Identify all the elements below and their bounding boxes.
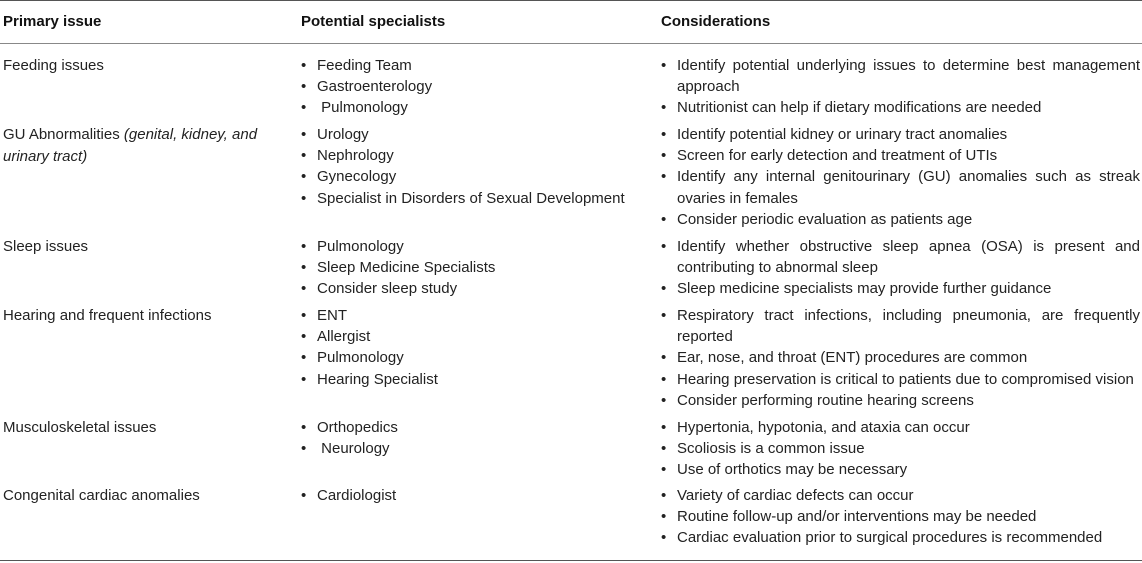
considerations-cell [660,236,1140,300]
list-item: • Routine follow-up and/or interventions may be needed [661,508,1037,526]
list-item: • Identify potential kidney or urinary tract anomalies [661,126,1008,143]
considerations-list [660,417,1140,481]
specialists-cell [300,55,640,119]
considerations-list [660,124,1140,230]
specialists-list [300,417,640,459]
list-item: • Cardiac evaluation prior to surgical procedures is recommended [661,529,1103,547]
list-item: • Specialist in Disorders of Sexual Development [301,189,625,207]
specialists-list [300,305,640,390]
specialists-list [300,55,640,119]
considerations-cell [660,55,1140,119]
specialists-list [300,485,640,506]
list-item: • Pulmonology [301,99,408,117]
list-item: • Pulmonology [301,238,404,255]
specialists-list [300,124,640,209]
table-header [0,0,1142,43]
list-item: • Identify any internal genitourinary (GU) anomalies such as streak ovaries in females [661,168,1140,207]
header-potential-specialists: Potential specialists [301,13,446,30]
list-item: • Identify potential underlying issues to determine best management approach [661,57,1140,96]
considerations-cell [660,305,1140,411]
list-item: • Hypertonia, hypotonia, and ataxia can occur [661,419,970,436]
specialists-cell [300,485,640,506]
specialists-cell [300,305,640,390]
specialists-cell [300,417,640,459]
list-item: • Pulmonology [301,349,404,367]
header-considerations: Considerations [661,13,771,30]
list-item: • Screen for early detection and treatment of UTIs [661,147,998,165]
primary-issue-cell [3,305,273,327]
header-divider [0,43,1142,44]
primary-issue-note: (genital, kidney, and urinary tract) [3,126,258,165]
primary-issue-cell [3,124,273,167]
list-item: • Use of orthotics may be necessary [661,461,908,479]
list-item: • Scoliosis is a common issue [661,440,865,458]
list-item: • Orthopedics [301,419,398,436]
list-item: • ENT [301,307,347,324]
list-item: • Identify whether obstructive sleep apnea (OSA) is present and contributing to abnormal sleep [661,238,1140,277]
list-item: • Sleep Medicine Specialists [301,259,496,277]
considerations-cell [660,124,1140,230]
specialists-cell [300,236,640,300]
considerations-list [660,485,1140,549]
list-item: • Consider periodic evaluation as patients age [661,210,973,228]
list-item: • Feeding Team [301,57,412,74]
primary-issue-text: Musculoskeletal issues [3,419,157,436]
list-item: • Gastroenterology [301,78,433,96]
list-item: • Urology [301,126,369,143]
specialists-list [300,236,640,300]
header-primary-issue: Primary issue [3,13,102,30]
considerations-list [660,236,1140,300]
list-item: • Nutritionist can help if dietary modifications are needed [661,99,1042,117]
list-item: • Respiratory tract infections, including pneumonia, are frequently reported [661,307,1140,346]
considerations-cell [660,417,1140,481]
list-item: • Ear, nose, and throat (ENT) procedures are common [661,349,1028,367]
considerations-cell [660,485,1140,549]
primary-issue-text: Sleep issues [3,238,89,255]
list-item: • Cardiologist [301,487,397,504]
primary-issue-cell [3,55,273,77]
considerations-list [660,305,1140,411]
list-item: • Hearing preservation is critical to patients due to compromised vision [661,370,1134,388]
list-item: • Hearing Specialist [301,370,438,388]
list-item: • Allergist [301,328,371,346]
list-item: • Nephrology [301,147,394,165]
primary-issue-cell [3,236,273,258]
specialists-cell [300,124,640,209]
primary-issue-cell [3,485,273,507]
list-item: • Variety of cardiac defects can occur [661,487,914,504]
primary-issue-cell [3,417,273,439]
primary-issue-text: Congenital cardiac anomalies [3,487,200,504]
list-item: • Gynecology [301,168,397,186]
list-item: • Consider performing routine hearing screens [661,391,974,409]
primary-issue-text: Feeding issues [3,57,104,74]
list-item: • Sleep medicine specialists may provide further guidance [661,280,1052,298]
primary-issue-text: GU Abnormalities [3,126,124,143]
considerations-list [660,55,1140,119]
primary-issue-text: Hearing and frequent infections [3,307,212,324]
table-bottom-rule [0,560,1142,561]
list-item: • Neurology [301,440,390,458]
list-item: • Consider sleep study [301,280,458,298]
